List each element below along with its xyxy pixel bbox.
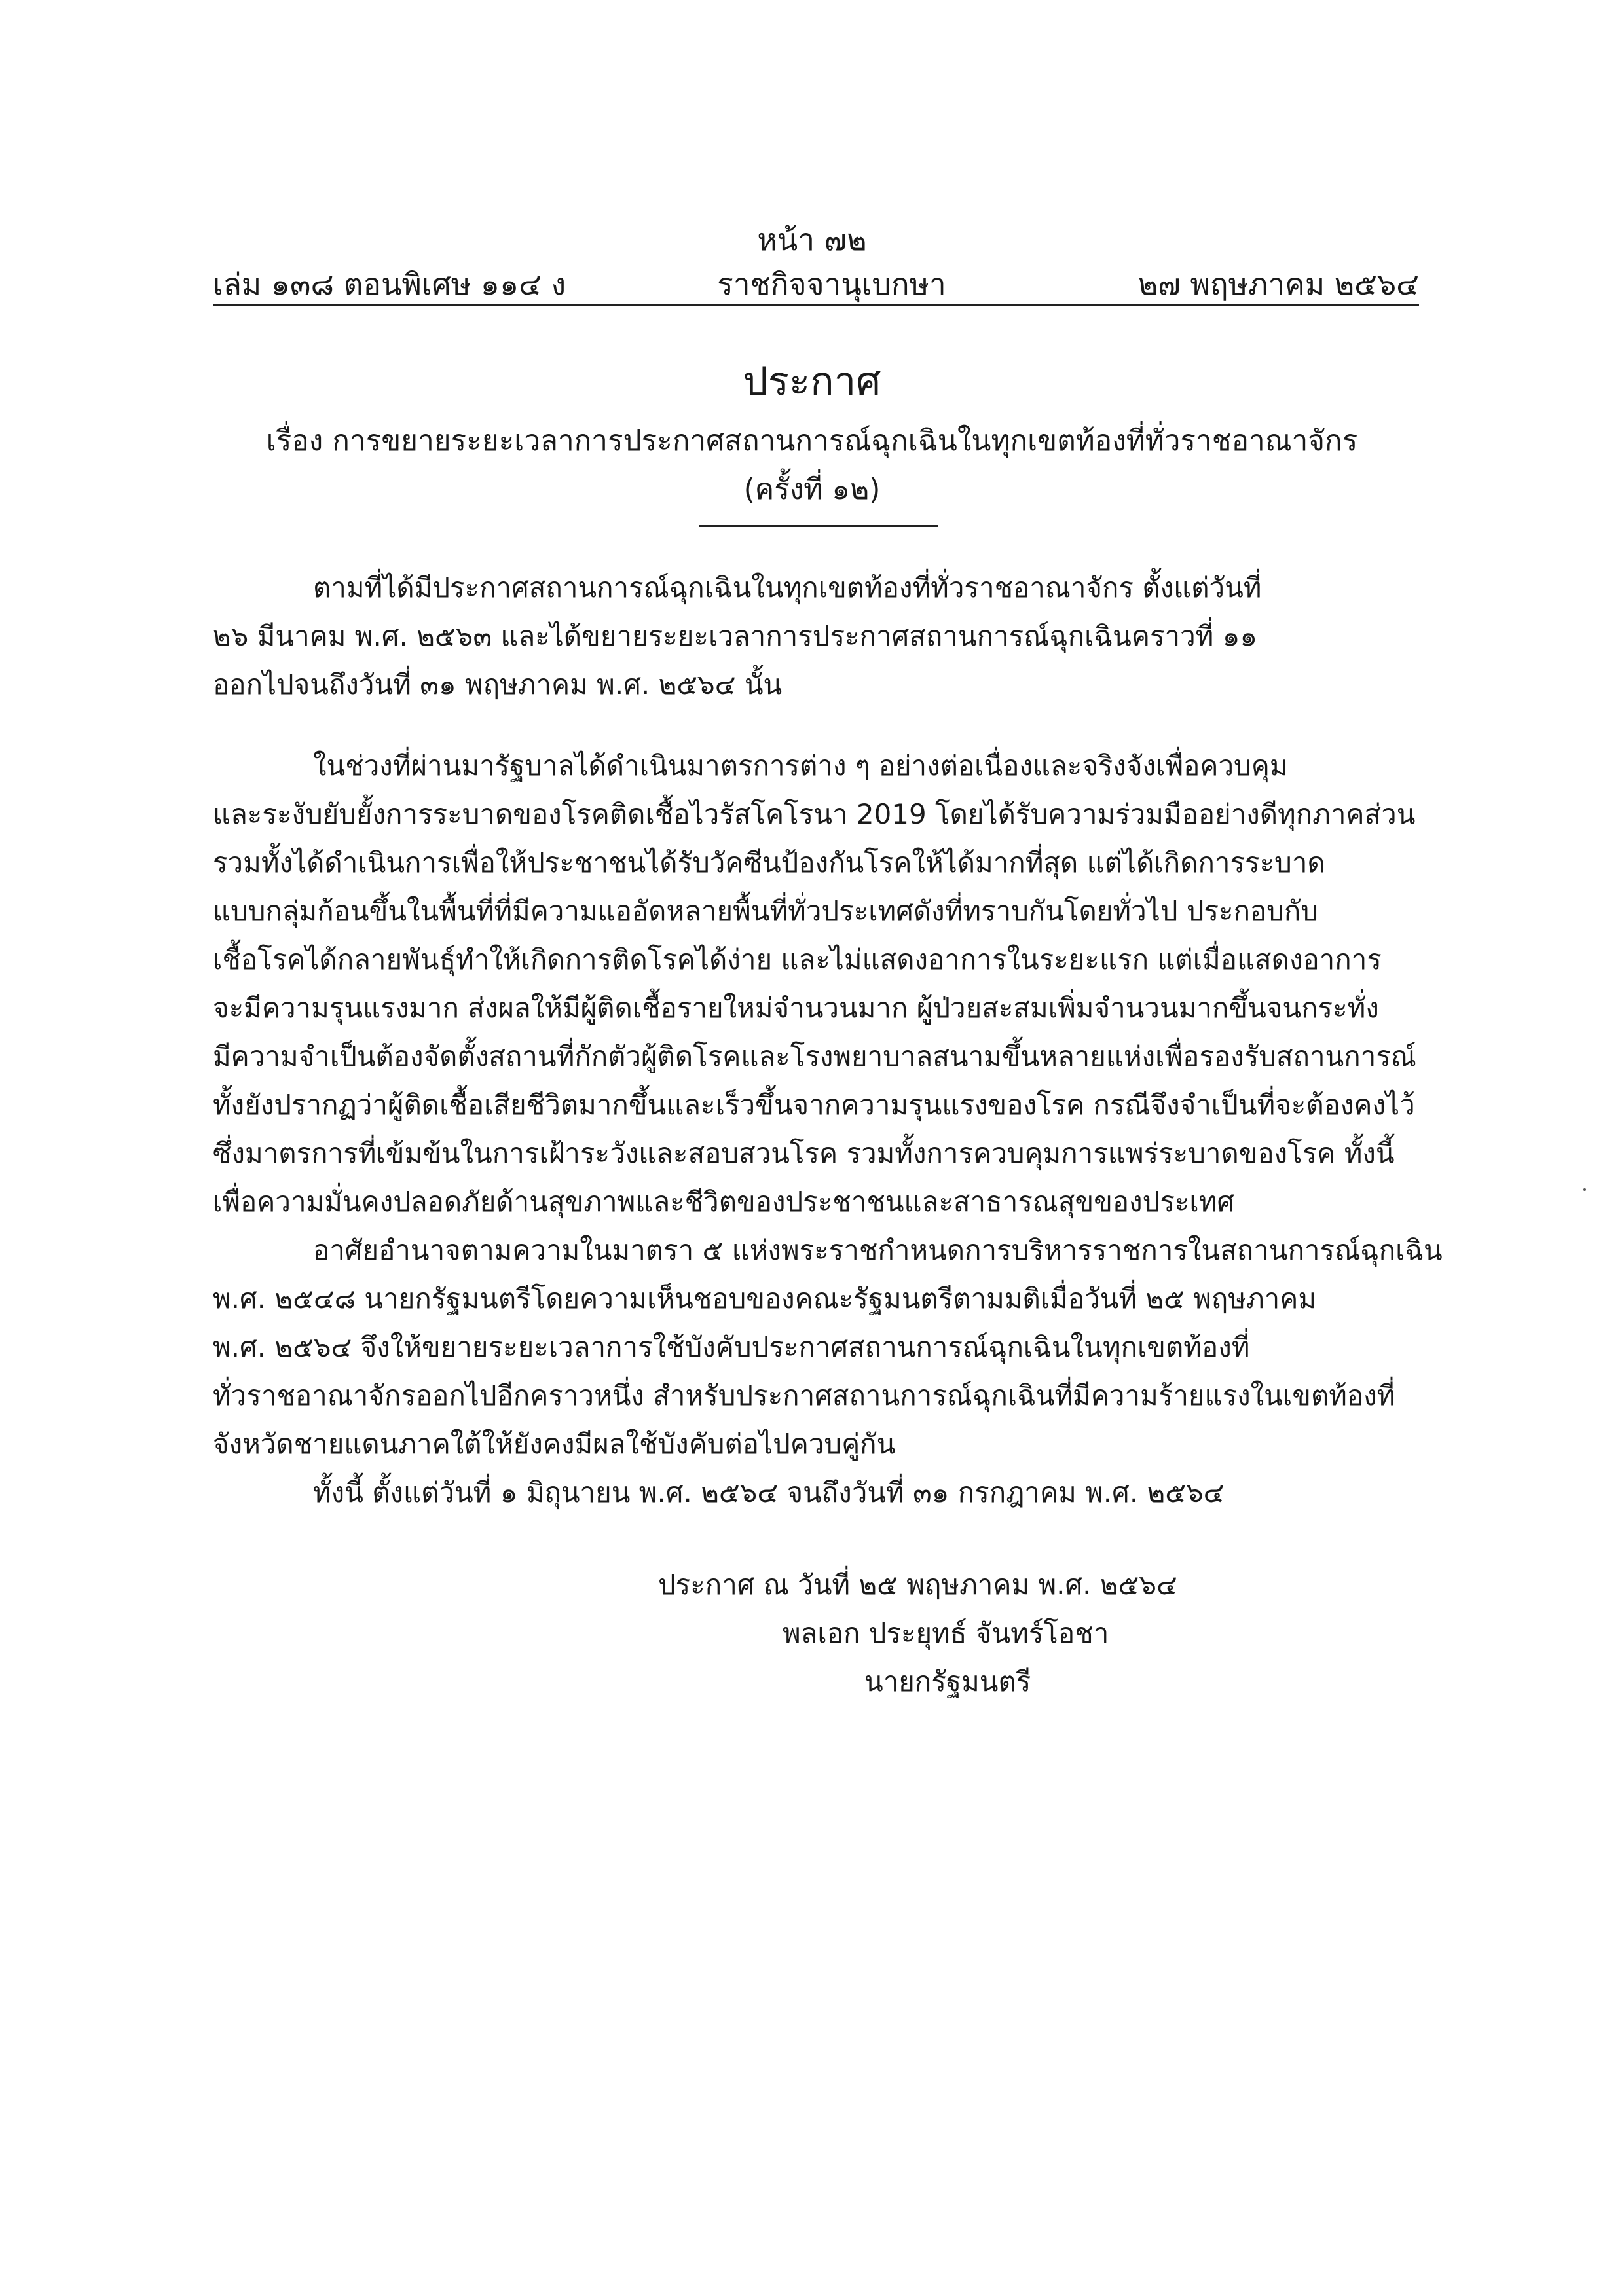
body-line: ทั้งนี้ ตั้งแต่วันที่ ๑ มิถุนายน พ.ศ. ๒๕๖๔ จนถึงวันที่ ๓๑ กรกฎาคม พ.ศ. ๒๕๖๔: [313, 1476, 1225, 1508]
document-subject: เรื่อง การขยายระยะเวลาการประกาศสถานการณ์ฉุกเฉินในทุกเขตท้องที่ทั่วราชอาณาจักร: [266, 424, 1358, 458]
body-line: จะมีความรุนแรงมาก ส่งผลให้มีผู้ติดเชื้อรายใหม่จำนวนมาก ผู้ป่วยสะสมเพิ่มจำนวนมากขึ้นจนกระทั่ง: [213, 992, 1379, 1024]
header-divider: [213, 304, 1419, 306]
document-title: ประกาศ: [743, 359, 881, 405]
page-number: หน้า ๗๒: [757, 222, 867, 257]
issue-date: ๒๗ พฤษภาคม ๒๕๖๔: [1137, 266, 1419, 302]
body-line: พ.ศ. ๒๕๖๔ จึงให้ขยายระยะเวลาการใช้บังคับประกาศสถานการณ์ฉุกเฉินในทุกเขตท้องที่: [213, 1331, 1250, 1363]
body-line: แบบกลุ่มก้อนขึ้นในพื้นที่ที่มีความแออัดหลายพื้นที่ทั่วประเทศดังที่ทราบกันโดยทั่วไป ประกอบกับ: [213, 895, 1319, 927]
body-line: ออกไปจนถึงวันที่ ๓๑ พฤษภาคม พ.ศ. ๒๕๖๔ นั้น: [213, 668, 783, 701]
announcement-date: ประกาศ ณ วันที่ ๒๕ พฤษภาคม พ.ศ. ๒๕๖๔: [658, 1569, 1177, 1601]
body-line: และระงับยับยั้งการระบาดของโรคติดเชื้อไวรัสโคโรนา 2019 โดยได้รับความร่วมมืออย่างดีทุกภาคส่วน: [213, 798, 1416, 830]
gazette-header: [213, 261, 1419, 306]
body-line: รวมทั้งได้ดำเนินการเพื่อให้ประชาชนได้รับวัคซีนป้องกันโรคให้ได้มากที่สุด แต่ได้เกิดการระบาด: [213, 847, 1325, 879]
signatory-position: นายกรัฐมนตรี: [864, 1666, 1031, 1698]
body-line: เพื่อความมั่นคงปลอดภัยด้านสุขภาพและชีวิตของประชาชนและสาธารณสุขของประเทศ: [213, 1186, 1235, 1218]
body-line: เชื้อโรคได้กลายพันธุ์ทำให้เกิดการติดโรคได้ง่าย และไม่แสดงอาการในระยะแรก แต่เมื่อแสดงอาการ: [213, 943, 1382, 975]
body-line: ตามที่ได้มีประกาศสถานการณ์ฉุกเฉินในทุกเขตท้องที่ทั่วราชอาณาจักร ตั้งแต่วันที่: [313, 572, 1262, 604]
scan-speck: [1583, 1188, 1586, 1191]
body-line: ทั่วราชอาณาจักรออกไปอีกคราวหนึ่ง สำหรับประกาศสถานการณ์ฉุกเฉินที่มีความร้ายแรงในเขตท้องที่: [213, 1379, 1395, 1412]
body-line: จังหวัดชายแดนภาคใต้ให้ยังคงมีผลใช้บังคับต่อไปควบคู่กัน: [213, 1428, 896, 1460]
body-line: อาศัยอำนาจตามความในมาตรา ๕ แห่งพระราชกำหนดการบริหารราชการในสถานการณ์ฉุกเฉิน: [313, 1234, 1443, 1266]
signatory-name: พลเอก ประยุทธ์ จันทร์โอชา: [783, 1617, 1109, 1649]
body-line: ซึ่งมาตรการที่เข้มข้นในการเฝ้าระวังและสอบสวนโรค รวมทั้งการควบคุมการแพร่ระบาดของโรค ทั้งนี้: [213, 1137, 1395, 1169]
body-line: ๒๖ มีนาคม พ.ศ. ๒๕๖๓ และได้ขยายระยะเวลาการประกาศสถานการณ์ฉุกเฉินคราวที่ ๑๑: [213, 620, 1258, 652]
body-line: ทั้งยังปรากฏว่าผู้ติดเชื้อเสียชีวิตมากขึ้นและเร็วขึ้นจากความรุนแรงของโรค กรณีจึงจำเป็นที่จะต้องคงไว้: [213, 1089, 1415, 1121]
volume-issue: เล่ม ๑๓๘ ตอนพิเศษ ๑๑๔ ง: [213, 266, 566, 302]
document-subject-issue: (ครั้งที่ ๑๒): [743, 473, 881, 506]
body-line: พ.ศ. ๒๕๔๘ นายกรัฐมนตรีโดยความเห็นชอบของคณะรัฐมนตรีตามมติเมื่อวันที่ ๒๕ พฤษภาคม: [213, 1283, 1317, 1315]
title-divider: [699, 525, 938, 527]
body-line: มีความจำเป็นต้องจัดตั้งสถานที่กักตัวผู้ติดโรคและโรงพยาบาลสนามขึ้นหลายแห่งเพื่อรองรับสถานการณ์: [213, 1040, 1416, 1072]
gazette-name: ราชกิจจานุเบกษา: [717, 266, 946, 302]
body-line: ในช่วงที่ผ่านมารัฐบาลได้ดำเนินมาตรการต่าง ๆ อย่างต่อเนื่องและจริงจังเพื่อควบคุม: [313, 750, 1288, 782]
